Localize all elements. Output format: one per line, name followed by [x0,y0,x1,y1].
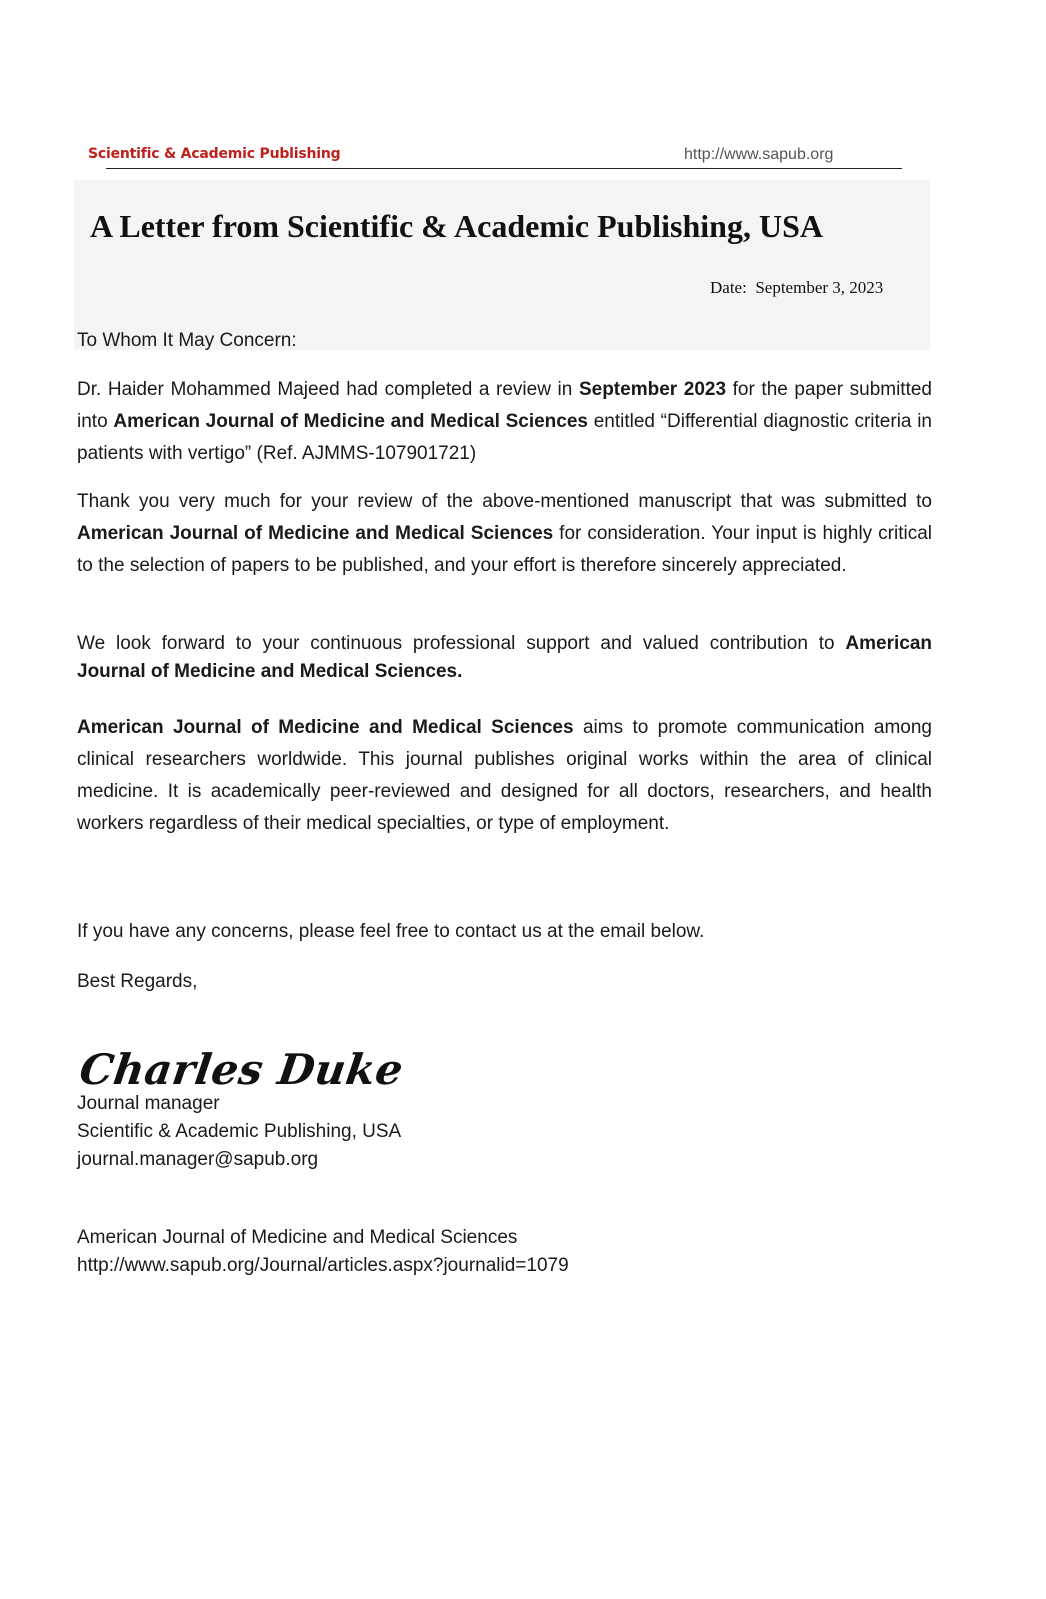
paragraph-review [77,374,932,470]
footer-journal: American Journal of Medicine and Medical Sciences [77,1227,518,1248]
signer-role: Journal manager [77,1093,220,1114]
para1-text-3: entitled “Differential diagnostic criteria in patients with vertigo” (Ref. AJMMS-107901721) [77,411,932,464]
para1-bold-journal: American Journal of Medicine and Medical Sciences [113,411,588,432]
footer-block [77,1224,569,1280]
footer-link[interactable]: http://www.sapub.org/Journal/articles.aspx?journalid=1079 [77,1255,569,1276]
para4-bold-journal: American Journal of Medicine and Medical Sciences [77,717,574,738]
para3-text-1: We look forward to your continuous professional support and valued contribution to [77,633,846,654]
signer-email[interactable]: journal.manager@sapub.org [77,1149,319,1170]
date-value: September 3, 2023 [755,278,884,297]
header-publisher: Scientific & Academic Publishing [88,146,341,162]
paragraph-thanks [77,486,932,582]
header-divider [106,168,902,169]
para4-text-1: aims to promote communication among clinical researchers worldwide. This journal publishes original works within the area of clinical medicine. It is academically peer-reviewed and designed for all doctors, researchers, and health workers regardless of their medical specialties, or type of employment. [77,717,932,834]
letter-date [710,278,883,298]
para1-text-1: Dr. Haider Mohammed Majeed had completed a review in [77,379,579,400]
contact-line: If you have any concerns, please feel free to contact us at the email below. [77,921,705,942]
signer-org: Scientific & Academic Publishing, USA [77,1121,402,1142]
handwritten-signature: Charles Duke [76,1045,407,1094]
para1-bold-date: September 2023 [578,379,727,400]
signer-block [77,1090,401,1174]
salutation: To Whom It May Concern: [77,330,297,351]
paragraph-lookforward [77,630,932,686]
para2-text-1: Thank you very much for your review of the above-mentioned manuscript that was submitted to [77,491,932,512]
title-banner [74,180,930,350]
para2-text-2: for consideration. Your input is highly critical to the selection of papers to be published, and your effort is therefore sincerely appreciated. [77,523,932,576]
closing: Best Regards, [77,971,198,992]
para2-bold-journal: American Journal of Medicine and Medical Sciences [77,523,554,544]
para3-bold-journal: American Journal of Medicine and Medical Sciences. [77,633,932,682]
para1-text-2: for the paper submitted into [77,379,933,432]
letter-title: A Letter from Scientific & Academic Publishing, USA [90,208,823,244]
paragraph-journal-aims [77,712,932,840]
header-url[interactable]: http://www.sapub.org [684,146,834,163]
date-label: Date: [710,278,747,297]
